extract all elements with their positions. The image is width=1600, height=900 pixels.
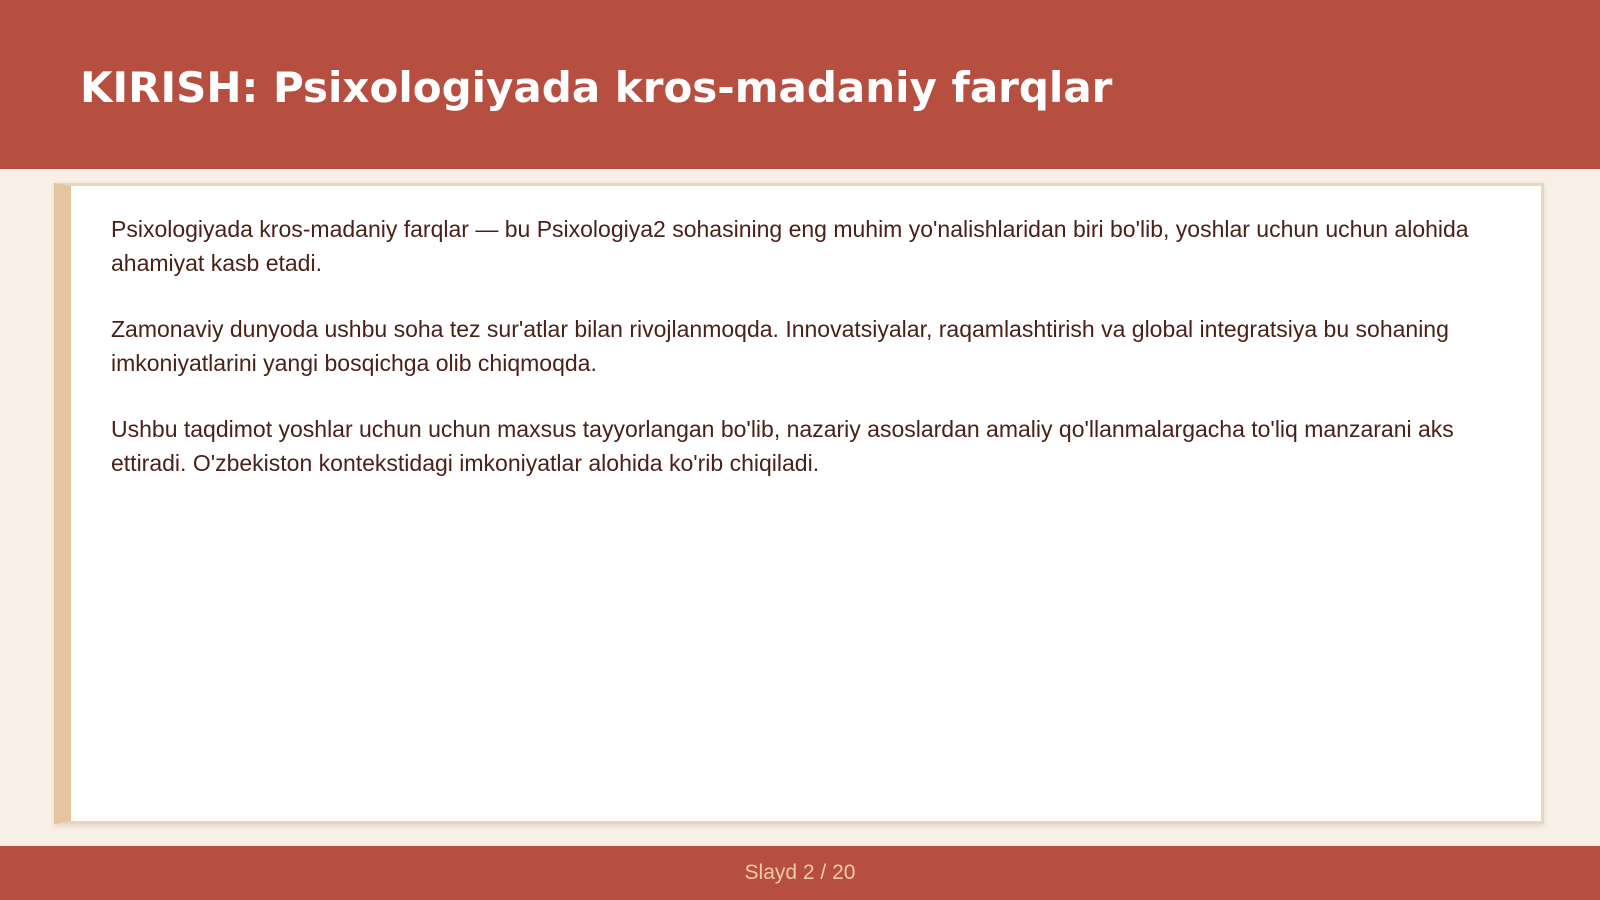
intro-paragraph: Psixologiyada kros-madaniy farqlar — bu Psixologiya2 sohasining eng muhim yo'nalishlaridan biri bo'lib, yoshlar uchun uchun alohida ahamiyat kasb etadi. xyxy=(111,216,1469,276)
slide-footer xyxy=(0,846,1600,900)
presentation-purpose-paragraph: Ushbu taqdimot yoshlar uchun uchun maxsus tayyorlangan bo'lib, nazariy asoslardan amaliy qo'llanmalargacha to'liq manzarani aks ettiradi. O'zbekiston kontekstidagi imkoniyatlar alohida ko'rib chiqiladi. xyxy=(111,416,1454,476)
modern-world-paragraph: Zamonaviy dunyoda ushbu soha tez sur'atlar bilan rivojlanmoqda. Innovatsiyalar, raqamlashtirish va global integratsiya bu sohaning imkoniyatlarini yangi bosqichga olib chiqmoqda. xyxy=(111,316,1449,376)
slide-header xyxy=(0,0,1600,169)
content-text xyxy=(111,212,1491,512)
content-card xyxy=(54,183,1544,824)
slide-counter: Slayd 2 / 20 xyxy=(744,861,856,884)
slide-title: KIRISH: Psixologiyada kros-madaniy farqlar xyxy=(80,63,1113,112)
